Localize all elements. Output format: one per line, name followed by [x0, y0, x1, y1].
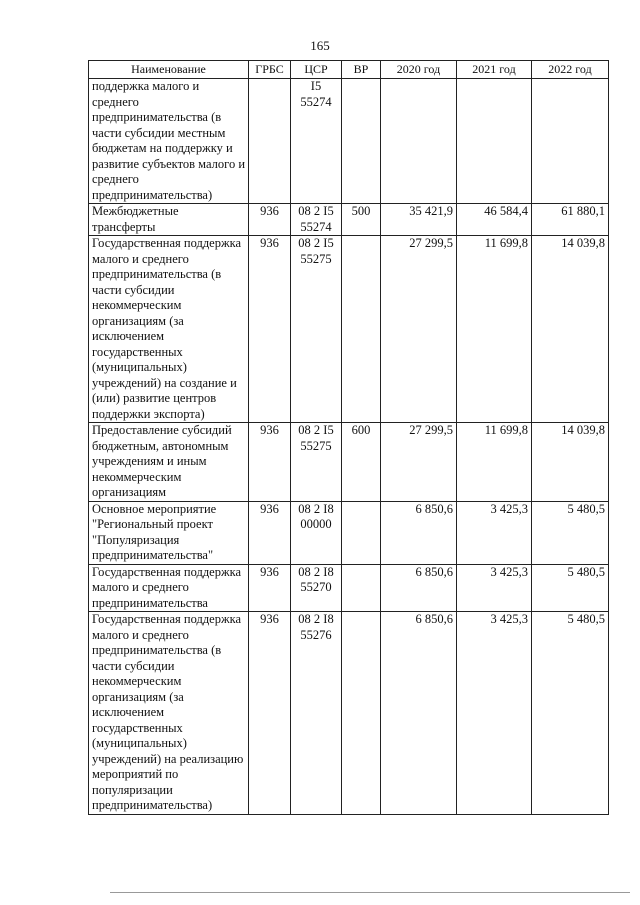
cell-2021: 3 425,3: [457, 612, 532, 815]
table-row: [89, 423, 609, 502]
cell-name: Государственная поддержка малого и среднего предпринимательства: [89, 564, 249, 612]
cell-2022: 14 039,8: [532, 236, 609, 423]
header-2021: 2021 год: [457, 61, 532, 79]
cell-2020: 6 850,6: [381, 501, 457, 564]
cell-csr: 08 2 I8 55276: [291, 612, 342, 815]
header-vr: ВР: [342, 61, 381, 79]
cell-vr: 500: [342, 204, 381, 236]
cell-name: Государственная поддержка малого и среднего предпринимательства (в части субсидии некоммерческим организациям (за исключением государственных (муниципальных) учреждений) на реализацию мероприятий по популяризации предпринимательства): [89, 612, 249, 815]
cell-2020: [381, 79, 457, 204]
cell-vr: [342, 564, 381, 612]
cell-vr: [342, 79, 381, 204]
budget-table: [88, 60, 609, 815]
cell-2022: 5 480,5: [532, 564, 609, 612]
cell-vr: [342, 501, 381, 564]
cell-vr: 600: [342, 423, 381, 502]
cell-grbs: 936: [249, 501, 291, 564]
cell-csr: 08 2 I8 00000: [291, 501, 342, 564]
cell-2022: 5 480,5: [532, 501, 609, 564]
cell-2021: 3 425,3: [457, 501, 532, 564]
cell-2020: 6 850,6: [381, 564, 457, 612]
cell-csr: I5 55274: [291, 79, 342, 204]
cell-2021: 11 699,8: [457, 236, 532, 423]
cell-name: поддержка малого и среднего предпринимательства (в части субсидии местным бюджетам на поддержку и развитие субъектов малого и среднего предпринимательства): [89, 79, 249, 204]
table-row: [89, 612, 609, 815]
cell-csr: 08 2 I5 55275: [291, 423, 342, 502]
cell-2021: 46 584,4: [457, 204, 532, 236]
cell-name: Основное мероприятие "Региональный проект "Популяризация предпринимательства": [89, 501, 249, 564]
cell-name: Межбюджетные трансферты: [89, 204, 249, 236]
header-grbs: ГРБС: [249, 61, 291, 79]
cell-2022: [532, 79, 609, 204]
table-row: [89, 501, 609, 564]
cell-name: Государственная поддержка малого и среднего предпринимательства (в части субсидии некоммерческим организациям (за исключением государственных (муниципальных) учреждений) на создание и (или) развитие центров поддержки экспорта): [89, 236, 249, 423]
cell-vr: [342, 236, 381, 423]
cell-name: Предоставление субсидий бюджетным, автономным учреждениям и иным некоммерческим организациям: [89, 423, 249, 502]
cell-csr: 08 2 I8 55270: [291, 564, 342, 612]
cell-vr: [342, 612, 381, 815]
cell-2020: 6 850,6: [381, 612, 457, 815]
table-row: [89, 236, 609, 423]
cell-2021: 11 699,8: [457, 423, 532, 502]
page-bottom-rule: [110, 892, 630, 893]
header-csr: ЦСР: [291, 61, 342, 79]
header-name: Наименование: [89, 61, 249, 79]
cell-2020: 35 421,9: [381, 204, 457, 236]
cell-2021: 3 425,3: [457, 564, 532, 612]
cell-grbs: 936: [249, 612, 291, 815]
cell-grbs: 936: [249, 204, 291, 236]
header-2022: 2022 год: [532, 61, 609, 79]
cell-2020: 27 299,5: [381, 423, 457, 502]
table-header-row: [89, 61, 609, 79]
cell-grbs: 936: [249, 236, 291, 423]
table-row: [89, 204, 609, 236]
cell-grbs: 936: [249, 423, 291, 502]
cell-2021: [457, 79, 532, 204]
table-row: [89, 564, 609, 612]
cell-2022: 5 480,5: [532, 612, 609, 815]
cell-grbs: 936: [249, 564, 291, 612]
cell-csr: 08 2 I5 55275: [291, 236, 342, 423]
cell-csr: 08 2 I5 55274: [291, 204, 342, 236]
table-row: [89, 79, 609, 204]
cell-grbs: [249, 79, 291, 204]
header-2020: 2020 год: [381, 61, 457, 79]
cell-2020: 27 299,5: [381, 236, 457, 423]
cell-2022: 14 039,8: [532, 423, 609, 502]
cell-2022: 61 880,1: [532, 204, 609, 236]
page-number: 165: [310, 38, 330, 53]
